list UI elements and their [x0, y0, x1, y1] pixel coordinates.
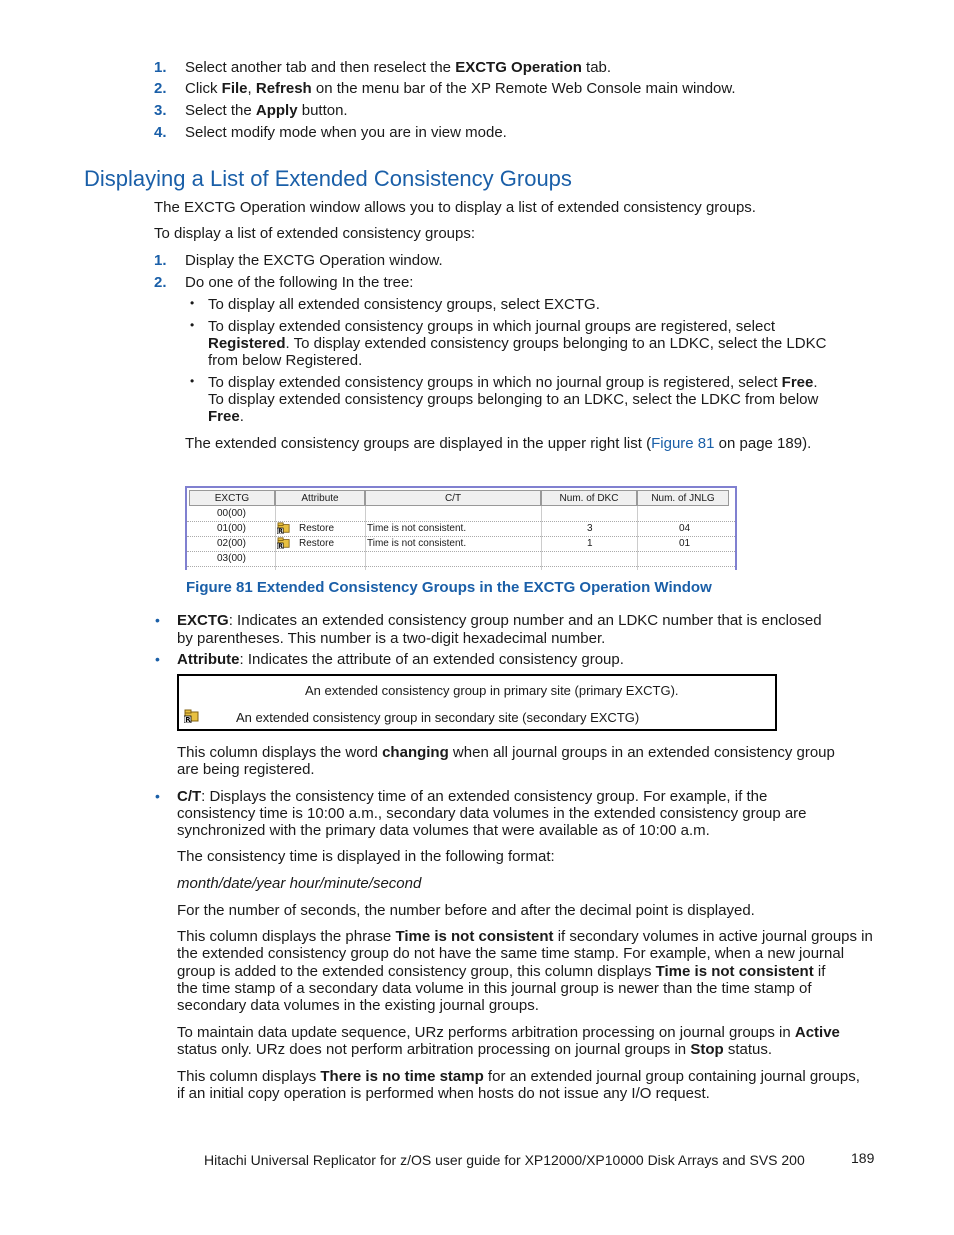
- bullet-text: Free.: [208, 408, 244, 425]
- definition-text: if an initial copy operation is performed when hosts do not issue any I/O request.: [177, 1085, 710, 1102]
- bullet-text: To display extended consistency groups in which no journal group is registered, select Free.: [208, 374, 818, 391]
- table-cell: 00(00): [217, 508, 246, 519]
- table-cell: 04: [679, 523, 691, 534]
- definition-text: For the number of seconds, the number before and after the decimal point is displayed.: [177, 902, 755, 919]
- bullet-dot: •: [190, 374, 195, 388]
- step-number: 1.: [154, 252, 167, 269]
- definition-text: by parentheses. This number is a two-digit hexadecimal number.: [177, 630, 606, 647]
- section-title: Displaying a List of Extended Consistency Groups: [84, 166, 572, 191]
- step-text: Select modify mode when you are in view mode.: [185, 124, 507, 141]
- step-text: Select the Apply button.: [185, 102, 348, 119]
- table-cell: 1: [587, 538, 593, 549]
- step-text: Select another tab and then reselect the EXCTG Operation tab.: [185, 59, 612, 76]
- svg-text:R: R: [278, 528, 283, 534]
- definition-text: group is added to the extended consistency group, this column displays Time is not consistent if: [177, 963, 826, 980]
- figure-link[interactable]: Figure 81: [651, 435, 715, 452]
- table-cell: 3: [587, 523, 593, 534]
- bullet-dot: •: [190, 296, 195, 310]
- step-text: Click File, Refresh on the menu bar of the XP Remote Web Console main window.: [185, 80, 736, 97]
- figure-caption: Figure 81 Extended Consistency Groups in the EXCTG Operation Window: [186, 579, 712, 596]
- definition-text: are being registered.: [177, 761, 315, 778]
- bullet-text: from below Registered.: [208, 352, 363, 369]
- step-number: 4.: [154, 124, 167, 141]
- definition-text: the time stamp of a secondary data volume in this journal group is newer than the time stamp of: [177, 980, 812, 997]
- table-cell: 02(00): [217, 538, 246, 549]
- bullet-dot: •: [190, 318, 195, 332]
- column-header: EXCTG: [189, 490, 275, 506]
- attribute-legend-box: [177, 674, 777, 731]
- bullet-text: To display extended consistency groups in which journal groups are registered, select: [208, 318, 775, 335]
- definition-text: Attribute: Indicates the attribute of an extended consistency group.: [177, 651, 624, 668]
- intro-paragraph: The EXCTG Operation window allows you to display a list of extended consistency groups.: [154, 199, 756, 216]
- definition-text: To maintain data update sequence, URz performs arbitration processing on journal groups in Active: [177, 1024, 840, 1041]
- step-number: 2.: [154, 80, 167, 97]
- secondary-exctg-icon: [277, 537, 291, 549]
- definition-text: secondary data volumes in the existing journal groups.: [177, 997, 539, 1014]
- definition-text: status only. URz does not perform arbitration processing on journal groups in Stop status.: [177, 1041, 773, 1058]
- definition-text: This column displays There is no time stamp for an extended journal group containing journal groups,: [177, 1068, 860, 1085]
- step-text: Display the EXCTG Operation window.: [185, 252, 443, 269]
- definition-text: C/T: Displays the consistency time of an extended consistency group. For example, if the: [177, 788, 768, 805]
- bullet-text: Registered. To display extended consistency groups belonging to an LDKC, select the LDKC: [208, 335, 827, 352]
- bullet-text: To display extended consistency groups belonging to an LDKC, select the LDKC from below: [208, 391, 819, 408]
- exctg-list-screenshot: [185, 486, 737, 570]
- step-text: Do one of the following In the tree:: [185, 274, 414, 291]
- legend-row: An extended consistency group in secondary site (secondary EXCTG): [236, 710, 640, 725]
- footer-text: Hitachi Universal Replicator for z/OS user guide for XP12000/XP10000 Disk Arrays and SVS 200: [204, 1152, 805, 1168]
- step-number: 3.: [154, 102, 167, 119]
- definition-text: the extended consistency group do not have the same time stamp. For example, when a new journal: [177, 945, 845, 962]
- bullet-text: To display all extended consistency groups, select EXCTG.: [208, 296, 600, 313]
- result-paragraph: The extended consistency groups are displayed in the upper right list (Figure 81 on page 189).: [185, 435, 812, 452]
- legend-row: An extended consistency group in primary site (primary EXCTG).: [305, 683, 679, 698]
- table-cell: 01(00): [217, 523, 246, 534]
- definition-text: synchronized with the primary data volumes that were available as of 10:00 a.m.: [177, 822, 710, 839]
- column-header: Num. of JNLG: [637, 490, 729, 506]
- column-header: Attribute: [275, 490, 365, 506]
- definition-text: The consistency time is displayed in the following format:: [177, 848, 555, 865]
- format-example: month/date/year hour/minute/second: [177, 875, 422, 892]
- bullet-dot: •: [155, 788, 160, 804]
- definition-text: This column displays the word changing when all journal groups in an extended consistency group: [177, 744, 835, 761]
- svg-text:R: R: [278, 543, 283, 549]
- column-header: C/T: [365, 490, 541, 506]
- bullet-dot: •: [155, 651, 160, 667]
- table-cell: Time is not consistent.: [367, 538, 467, 549]
- definition-text: This column displays the phrase Time is not consistent if secondary volumes in active journal groups in: [177, 928, 873, 945]
- bullet-dot: •: [155, 612, 160, 628]
- page-number: 189: [851, 1150, 875, 1166]
- intro-paragraph: To display a list of extended consistency groups:: [154, 225, 476, 242]
- definition-text: consistency time is 10:00 a.m., secondary data volumes in the extended consistency group are: [177, 805, 807, 822]
- secondary-exctg-icon: [277, 522, 291, 534]
- svg-text:R: R: [185, 716, 191, 723]
- column-header: Num. of DKC: [541, 490, 637, 506]
- table-cell: 01: [679, 538, 691, 549]
- definition-text: EXCTG: Indicates an extended consistency group number and an LDKC number that is enclosed: [177, 612, 822, 629]
- table-cell: Restore: [299, 523, 335, 534]
- step-number: 2.: [154, 274, 167, 291]
- table-cell: Time is not consistent.: [367, 523, 467, 534]
- step-number: 1.: [154, 59, 167, 76]
- table-cell: Restore: [299, 538, 335, 549]
- table-cell: 03(00): [217, 553, 246, 564]
- secondary-exctg-icon: [184, 709, 200, 723]
